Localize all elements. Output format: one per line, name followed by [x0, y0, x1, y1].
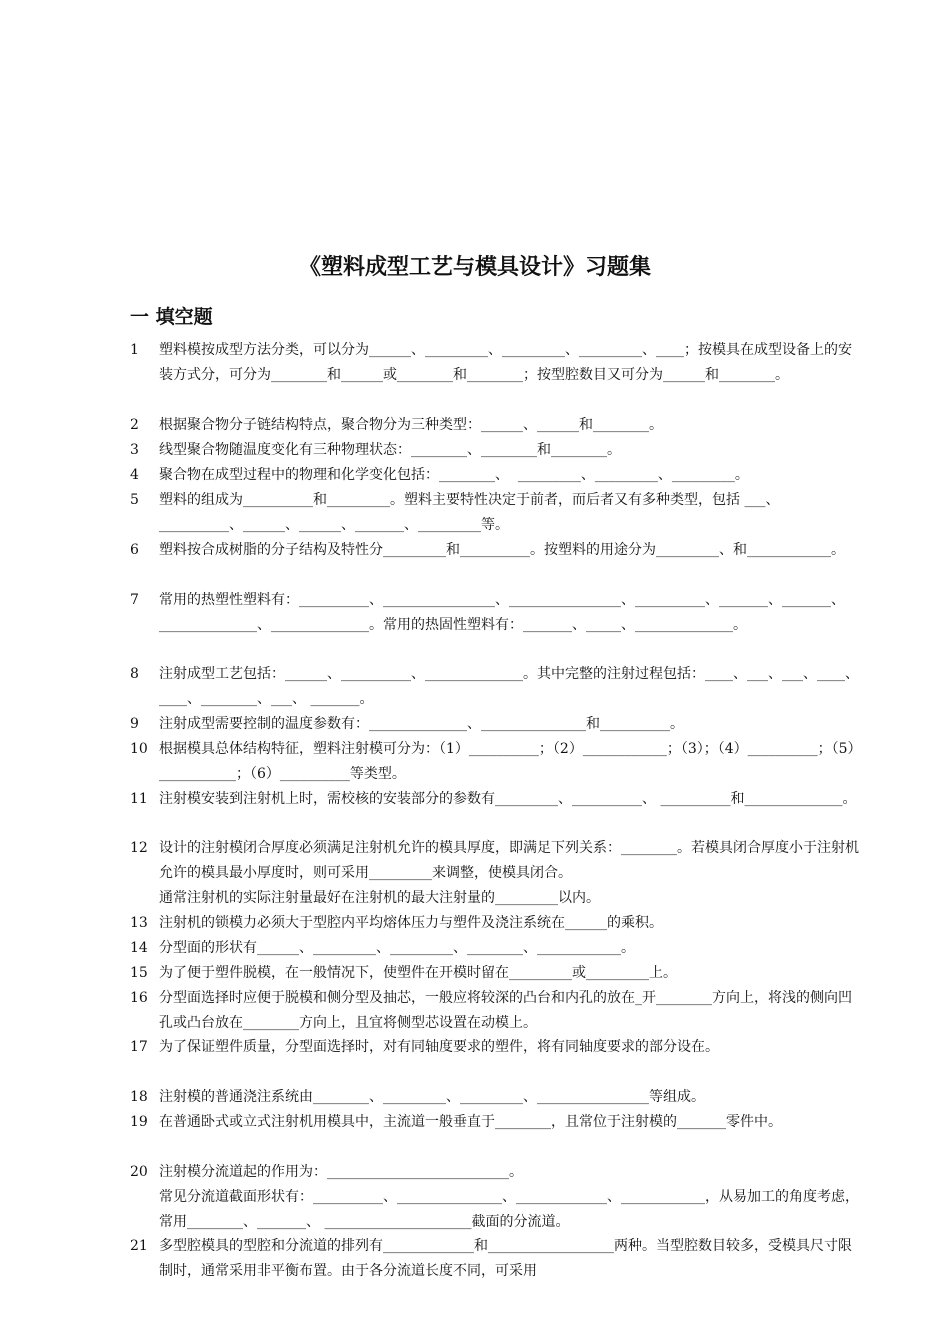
question-text: 聚合物在成型过程中的物理和化学变化包括：________、 _________、_________、_________。 — [159, 467, 749, 483]
question-number: 6 — [130, 542, 139, 558]
question-text: 根据聚合物分子链结构特点，聚合物分为三种类型：______、______和________。 — [159, 417, 663, 433]
question-number: 7 — [130, 592, 139, 608]
question-text: 注射模分流道起的作用为：__________________________。 常见分流道截面形状有：__________、_______________、_____________、____________，从易加工的角度考虑，常用________、_______、 _____________________截面的分流道。 — [159, 1164, 859, 1230]
question-number: 16 — [130, 990, 148, 1006]
question-number: 21 — [130, 1238, 148, 1254]
question-number: 9 — [130, 716, 139, 732]
question-item — [130, 588, 860, 638]
question-number: 5 — [130, 492, 139, 508]
question-item — [130, 836, 860, 911]
question-item — [130, 787, 860, 812]
question-text: 塑料模按成型方法分类，可以分为______、_________、_________、_________、____；按模具在成型设备上的安装方式分，可分为________和______或________和________；按型腔数目又可分为______和________。 — [159, 342, 852, 383]
question-text: 分型面选择时应便于脱模和侧分型及抽芯，一般应将较深的凸台和内孔的放在_开________方向上，将浅的侧向凹孔或凸台放在________方向上，且宜将侧型芯设置在动模上。 — [159, 990, 852, 1031]
question-item — [130, 1110, 860, 1135]
question-number: 10 — [130, 741, 148, 757]
question-number: 17 — [130, 1039, 148, 1055]
question-text: 设计的注射模闭合厚度必须满足注射机允许的模具厚度，即满足下列关系：________。若模具闭合厚度小于注射机允许的模具最小厚度时，则可采用_________来调整，使模具闭合。 通常注射机的实际注射量最好在注射机的最大注射量的_________以内。 — [159, 840, 859, 906]
question-item — [130, 338, 860, 388]
question-item — [130, 662, 860, 712]
question-text: 多型腔模具的型腔和分流道的排列有_____________和__________________两种。当型腔数目较多，受模具尺寸限制时，通常采用非平衡布置。由于各分流道长度不同，可采用 — [159, 1238, 852, 1279]
question-text: 塑料的组成为__________和_________。塑料主要特性决定于前者，而后者又有多种类型，包括 ___、__________、______、______、_______、_________等。 — [159, 492, 780, 533]
question-item — [130, 961, 860, 986]
question-text: 注射成型工艺包括：______、__________、______________。其中完整的注射过程包括：____、___、___、____、____、________、___、 _______。 — [159, 666, 859, 707]
question-number: 12 — [130, 840, 148, 856]
question-text: 为了便于塑件脱模，在一般情况下，使塑件在开模时留在_________或_________上。 — [159, 965, 677, 981]
question-number: 8 — [130, 666, 139, 682]
question-number: 13 — [130, 915, 148, 931]
question-item — [130, 413, 860, 438]
question-text: 为了保证塑件质量，分型面选择时，对有同轴度要求的塑件，将有同轴度要求的部分设在。 — [159, 1039, 719, 1055]
section-heading: 一 填空题 — [130, 306, 213, 328]
question-text: 注射机的锁模力必须大于型腔内平均熔体压力与塑件及浇注系统在______的乘积。 — [159, 915, 663, 931]
question-item — [130, 936, 860, 961]
question-text: 常用的热塑性塑料有：__________、________________、________________、__________、_______、_______、______________、______________。常用的热固性塑料有：_______、_____、______________。 — [159, 592, 845, 633]
question-text: 注射成型需要控制的温度参数有：______________、_______________和__________。 — [159, 716, 684, 732]
question-item — [130, 712, 860, 737]
question-number: 2 — [130, 417, 139, 433]
question-item — [130, 737, 860, 787]
question-number: 19 — [130, 1114, 148, 1130]
question-number: 11 — [130, 791, 148, 807]
question-text: 在普通卧式或立式注射机用模具中，主流道一般垂直于________，且常位于注射模的_______零件中。 — [159, 1114, 782, 1130]
question-item — [130, 911, 860, 936]
question-item — [130, 488, 860, 538]
question-number: 3 — [130, 442, 139, 458]
question-text: 塑料按合成树脂的分子结构及特性分_________和__________。按塑料的用途分为_________、和____________。 — [159, 542, 845, 558]
question-item — [130, 1085, 860, 1110]
question-text: 注射模的普通浇注系统由________、_________、_________、________________等组成。 — [159, 1089, 705, 1105]
question-item — [130, 538, 860, 563]
question-number: 20 — [130, 1164, 148, 1180]
question-text: 根据模具总体结构特征，塑料注射模可分为：（1）__________；（2）____________；（3）；（4）__________；（5）___________；（6）__________等类型。 — [159, 741, 855, 782]
question-item — [130, 438, 860, 463]
question-number: 18 — [130, 1089, 148, 1105]
question-text: 分型面的形状有______、_________、_________、________、____________。 — [159, 940, 635, 956]
question-number: 15 — [130, 965, 148, 981]
question-item — [130, 986, 860, 1036]
page-title: 《塑料成型工艺与模具设计》习题集 — [298, 255, 651, 280]
question-item — [130, 1160, 860, 1235]
question-text: 注射模安装到注射机上时，需校核的安装部分的参数有_________、__________、 __________和______________。 — [159, 791, 857, 807]
question-item — [130, 1035, 860, 1060]
question-number: 14 — [130, 940, 148, 956]
question-number: 1 — [130, 342, 139, 358]
question-text: 线型聚合物随温度变化有三种物理状态：________、________和________。 — [159, 442, 621, 458]
question-number: 4 — [130, 467, 139, 483]
question-item — [130, 463, 860, 488]
question-item — [130, 1234, 860, 1284]
